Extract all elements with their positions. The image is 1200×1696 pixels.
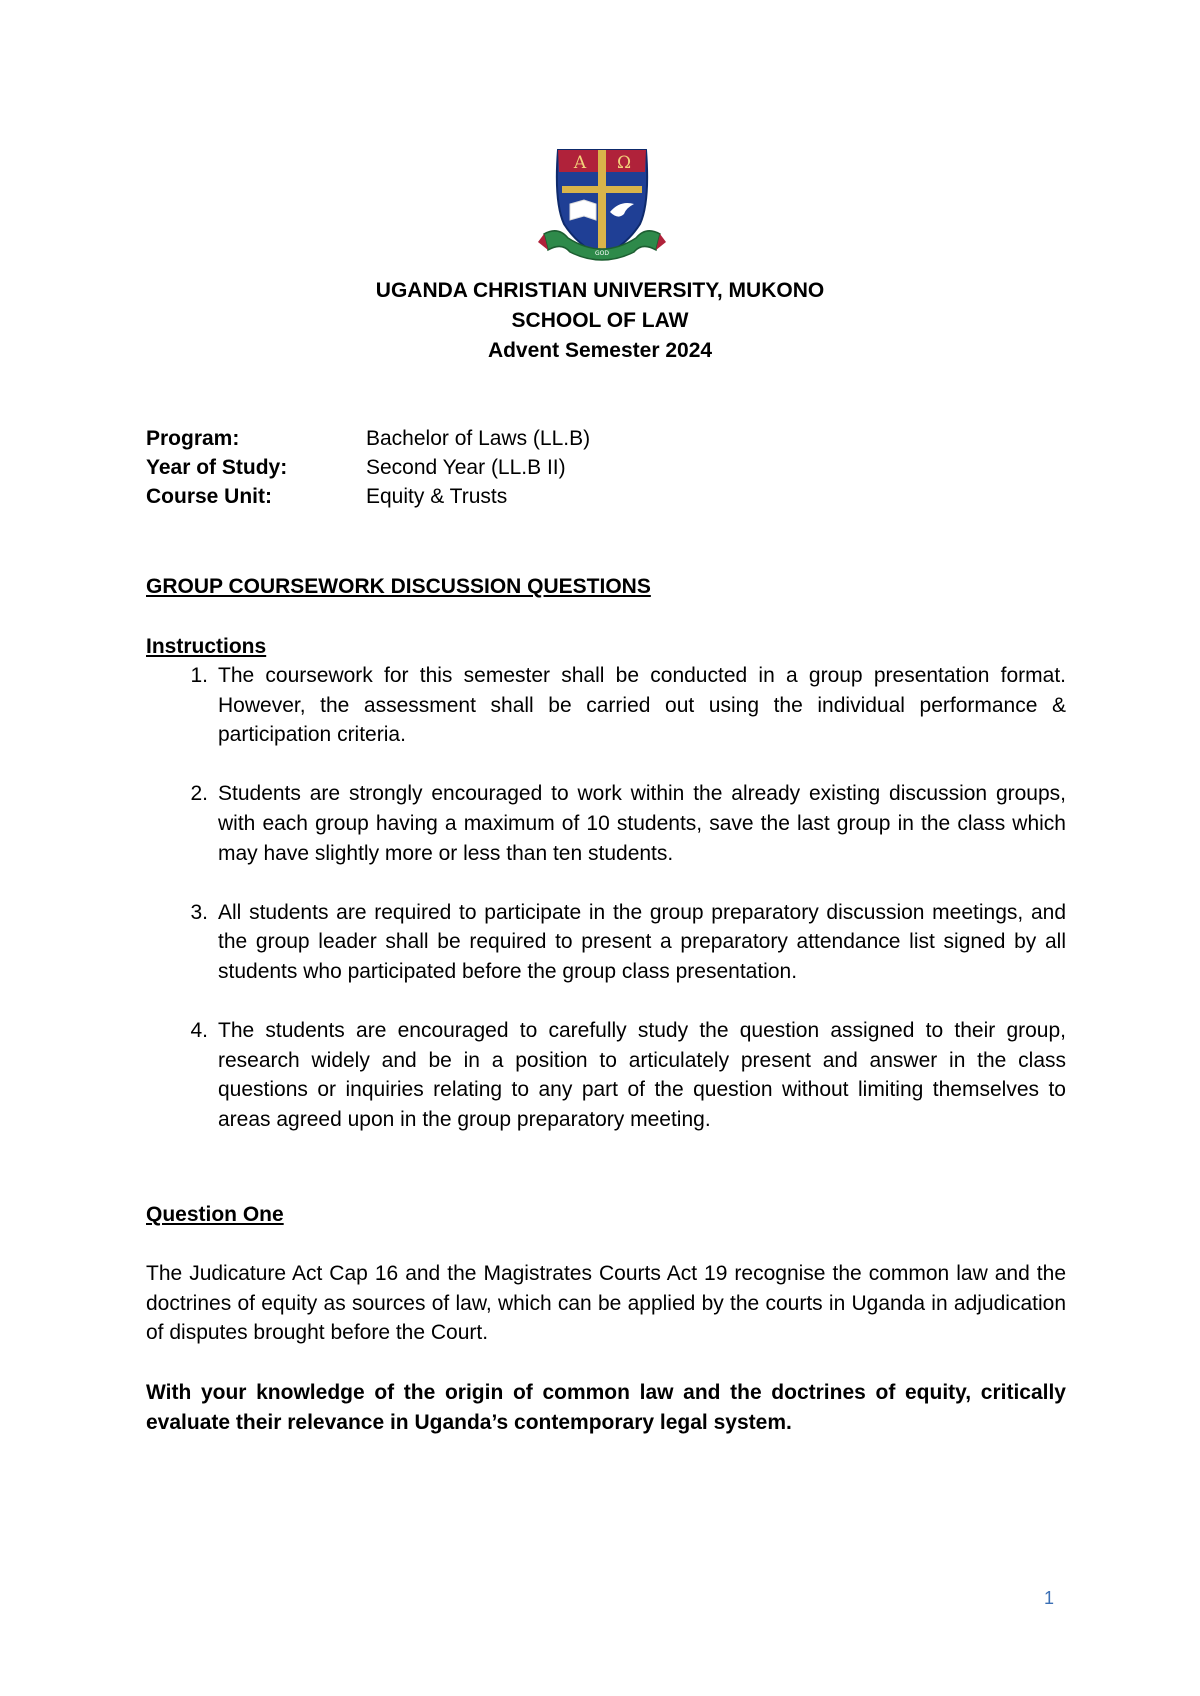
svg-text:GOD: GOD (595, 250, 609, 257)
meta-row-year (146, 453, 1066, 482)
meta-row-course-unit (146, 482, 1066, 511)
list-item-text: All students are required to participate in the group preparatory discussion meetings, and the group leader shall be required to present a preparatory attendance list signed by all students who participated before the group class presentation. (218, 900, 1066, 983)
meta-label: Program: (146, 427, 240, 450)
list-item-text: The coursework for this semester shall be conducted in a group presentation format. However, the assessment shall be carried out using the individual performance & participation criteria. (218, 664, 1066, 747)
university-crest-logo (538, 142, 666, 270)
university-name: UGANDA CHRISTIAN UNIVERSITY, MUKONO (375, 279, 825, 302)
meta-label: Course Unit: (146, 485, 272, 508)
list-item-number: 1. (190, 664, 208, 687)
list-item (146, 661, 1066, 750)
document-title: GROUP COURSEWORK DISCUSSION QUESTIONS (146, 575, 651, 598)
meta-value: Bachelor of Laws (LL.B) (366, 427, 591, 450)
list-item (146, 1016, 1066, 1134)
meta-row-program (146, 424, 1066, 453)
list-item-text: Students are strongly encouraged to work within the already existing discussion groups, with each group having a maximum of 10 students, save the last group in the class which may have slightly more or less than ten students. (218, 782, 1066, 865)
meta-label: Year of Study: (146, 456, 288, 479)
semester-label: Advent Semester 2024 (487, 339, 713, 362)
question-one-paragraph: The Judicature Act Cap 16 and the Magistrates Courts Act 19 recognise the common law and the doctrines of equity as sources of law, which can be applied by the courts in Uganda in adjudication of disputes brought before the Court. (146, 1262, 1066, 1345)
course-details (146, 424, 1066, 511)
meta-value: Equity & Trusts (366, 485, 508, 508)
page-number: 1 (1044, 1588, 1055, 1608)
list-item-number: 2. (190, 782, 208, 806)
instructions-heading: Instructions (146, 635, 267, 658)
question-one-prompt: With your knowledge of the origin of common law and the doctrines of equity, critically evaluate their relevance in Uganda’s contemporary legal system. (146, 1381, 1066, 1434)
list-item-number: 4. (190, 1019, 208, 1043)
meta-value: Second Year (LL.B II) (366, 456, 566, 479)
school-name: SCHOOL OF LAW (511, 309, 689, 332)
document-header (0, 276, 1200, 366)
instructions-list (146, 661, 1066, 1164)
svg-text:Ω: Ω (616, 153, 632, 173)
list-item-text: The students are encouraged to carefully study the question assigned to their group, research widely and be in a position to articulately present and answer in the class questions or inquiries relating to any part of the question without limiting themselves to areas agreed upon in the group preparatory meeting. (218, 1019, 1066, 1131)
svg-text:Α: Α (573, 153, 587, 173)
list-item (146, 779, 1066, 868)
list-item (146, 898, 1066, 987)
question-one-heading: Question One (146, 1203, 284, 1226)
list-item-number: 3. (190, 900, 208, 924)
